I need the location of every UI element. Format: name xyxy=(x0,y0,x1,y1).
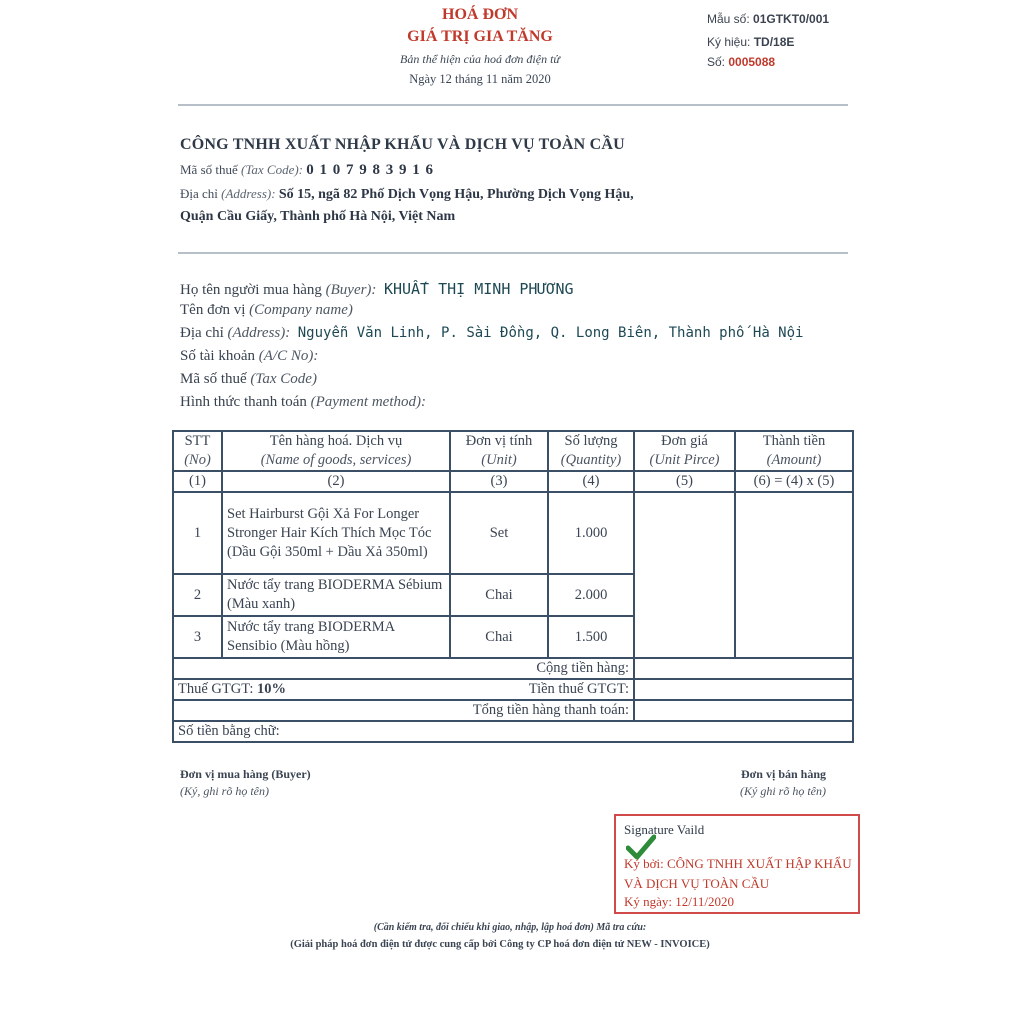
buyer-address-label-en: (Address): xyxy=(227,325,291,341)
in-words-label: Số tiền bằng chữ: xyxy=(173,721,853,742)
divider xyxy=(178,104,848,106)
seller-address xyxy=(180,186,634,203)
row-name: Nước tẩy trang BIODERMA Sensibio (Màu hồng) xyxy=(222,616,450,658)
symbol xyxy=(707,35,794,49)
seller-signature-note: (Ký ghi rõ họ tên) xyxy=(740,784,826,798)
seller-tax-code xyxy=(180,162,434,179)
col-number: (6) = (4) x (5) xyxy=(735,471,853,492)
table-header-row xyxy=(173,431,853,471)
header-no: STT (No) xyxy=(173,431,222,471)
row-name: Set Hairburst Gội Xả For Longer Stronger Hair Kích Thích Mọc Tóc (Dầu Gội 350ml + Dầu Xả 350ml) xyxy=(222,492,450,574)
header-quantity: Số lượng (Quantity) xyxy=(548,431,634,471)
buyer-address-value: Nguyễn Văn Linh, P. Sài Đồng, Q. Long Biên, Thành phố Hà Nội xyxy=(297,325,804,341)
buyer-name-label-en: (Buyer): xyxy=(325,282,377,298)
buyer-address-label: Địa chỉ xyxy=(180,325,224,341)
digital-signature-stamp xyxy=(614,814,860,914)
col-number: (5) xyxy=(634,471,735,492)
signed-date: Ký ngày: 12/11/2020 xyxy=(624,894,735,909)
seller-address-label-en: (Address): xyxy=(221,186,276,201)
row-amount xyxy=(735,492,853,658)
form-number xyxy=(707,12,829,26)
invoice-description: Bản thể hiện của hoá đơn điện tử xyxy=(400,52,560,66)
row-unit-price xyxy=(634,492,735,658)
column-number-row xyxy=(173,471,853,492)
symbol-value: TD/18E xyxy=(753,35,795,49)
total-label: Tổng tiền hàng thanh toán: xyxy=(173,700,634,721)
footer-note: (Cần kiểm tra, đối chiếu khi giao, nhập, lập hoá đơn) Mã tra cứu: xyxy=(373,922,647,933)
header-name: Tên hàng hoá. Dịch vụ (Name of goods, services) xyxy=(222,431,450,471)
row-quantity: 2.000 xyxy=(548,574,634,616)
divider xyxy=(178,252,848,254)
buyer-name-label: Họ tên người mua hàng xyxy=(180,282,322,298)
vat-rate-label: Thuế GTGT: xyxy=(178,681,254,697)
header-amount: Thành tiền (Amount) xyxy=(735,431,853,471)
seller-signature-title: Đơn vị bán hàng xyxy=(741,767,827,781)
row-quantity: 1.000 xyxy=(548,492,634,574)
form-number-value: 01GTKT0/001 xyxy=(753,12,830,26)
vat-row xyxy=(173,679,853,700)
header-unit: Đơn vị tính (Unit) xyxy=(450,431,548,471)
col-number: (2) xyxy=(222,471,450,492)
total-value xyxy=(634,700,853,721)
vat-amount-value xyxy=(634,679,853,700)
seller-tax-value: 0 1 0 7 9 8 3 9 1 6 xyxy=(306,162,435,178)
seller-address-line1: Số 15, ngã 82 Phố Dịch Vọng Hậu, Phường Dịch Vọng Hậu, xyxy=(278,187,634,202)
buyer-signature-title: Đơn vị mua hàng (Buyer) xyxy=(180,767,311,781)
table-row xyxy=(173,492,853,574)
col-number: (3) xyxy=(450,471,548,492)
buyer-company-row xyxy=(180,302,353,319)
buyer-signature-note: (Ký, ghi rõ họ tên) xyxy=(180,784,269,798)
subtotal-value xyxy=(634,658,853,679)
buyer-name-row xyxy=(180,280,574,299)
seller-tax-label-en: (Tax Code): xyxy=(241,162,304,177)
row-unit: Set xyxy=(450,492,548,574)
buyer-payment-label-en: (Payment method): xyxy=(310,394,426,410)
invoice-title: HOÁ ĐƠN xyxy=(442,6,518,23)
seller-name: CÔNG TNHH XUẤT NHẬP KHẨU VÀ DỊCH VỤ TOÀN CẦU xyxy=(180,136,625,153)
seller-address-label: Địa chỉ xyxy=(180,186,218,201)
row-quantity: 1.500 xyxy=(548,616,634,658)
footer-provider: (Giải pháp hoá đơn điện tử được cung cấp bởi Công ty CP hoá đơn điện tử NEW - INVOICE) xyxy=(290,939,710,950)
buyer-name-value: KHUẤT THỊ MINH PHƯƠNG xyxy=(383,280,574,298)
vat-rate-cell xyxy=(173,679,450,700)
row-unit: Chai xyxy=(450,574,548,616)
buyer-company-label-en: (Company name) xyxy=(249,302,353,318)
subtotal-row xyxy=(173,658,853,679)
buyer-payment-label: Hình thức thanh toán xyxy=(180,394,307,410)
seller-tax-label: Mã số thuế xyxy=(180,162,238,177)
seller-address-line2: Quận Cầu Giấy, Thành phố Hà Nội, Việt Nam xyxy=(180,209,456,224)
row-no: 2 xyxy=(173,574,222,616)
subtotal-label: Cộng tiền hàng: xyxy=(173,658,634,679)
vat-amount-label: Tiền thuế GTGT: xyxy=(450,679,634,700)
invoice-number-label: Số: xyxy=(707,55,726,69)
in-words-row xyxy=(173,721,853,742)
total-row xyxy=(173,700,853,721)
invoice-subtitle-vat: GIÁ TRỊ GIA TĂNG xyxy=(407,28,553,45)
vat-rate-value: 10% xyxy=(257,681,287,697)
signed-by: Ký bởi: CÔNG TNHH XUẤT HẬP KHẨU VÀ DỊCH VỤ TOÀN CẦU xyxy=(624,856,852,891)
invoice-date: Ngày 12 tháng 11 năm 2020 xyxy=(409,72,551,86)
buyer-company-label: Tên đơn vị xyxy=(180,302,246,318)
buyer-account-row xyxy=(180,348,318,365)
row-name: Nước tẩy trang BIODERMA Sébium (Màu xanh) xyxy=(222,574,450,616)
header-unit-price: Đơn giá (Unit Pirce) xyxy=(634,431,735,471)
items-table xyxy=(172,430,854,743)
col-number: (4) xyxy=(548,471,634,492)
buyer-tax-row xyxy=(180,371,317,388)
invoice-number xyxy=(707,55,775,69)
row-unit: Chai xyxy=(450,616,548,658)
row-no: 1 xyxy=(173,492,222,574)
col-number: (1) xyxy=(173,471,222,492)
buyer-tax-label-en: (Tax Code) xyxy=(250,371,317,387)
row-no: 3 xyxy=(173,616,222,658)
form-number-label: Mẫu số: xyxy=(707,12,750,26)
buyer-tax-label: Mã số thuế xyxy=(180,371,247,387)
invoice-number-value: 0005088 xyxy=(728,55,776,69)
buyer-payment-row xyxy=(180,394,426,411)
symbol-label: Ký hiệu: xyxy=(707,35,751,49)
buyer-account-label: Số tài khoản xyxy=(180,348,255,364)
buyer-address-row xyxy=(180,325,803,342)
signature-status: Signature Vaild xyxy=(624,822,705,837)
buyer-account-label-en: (A/C No): xyxy=(258,348,319,364)
seller-address-cont xyxy=(180,208,455,225)
